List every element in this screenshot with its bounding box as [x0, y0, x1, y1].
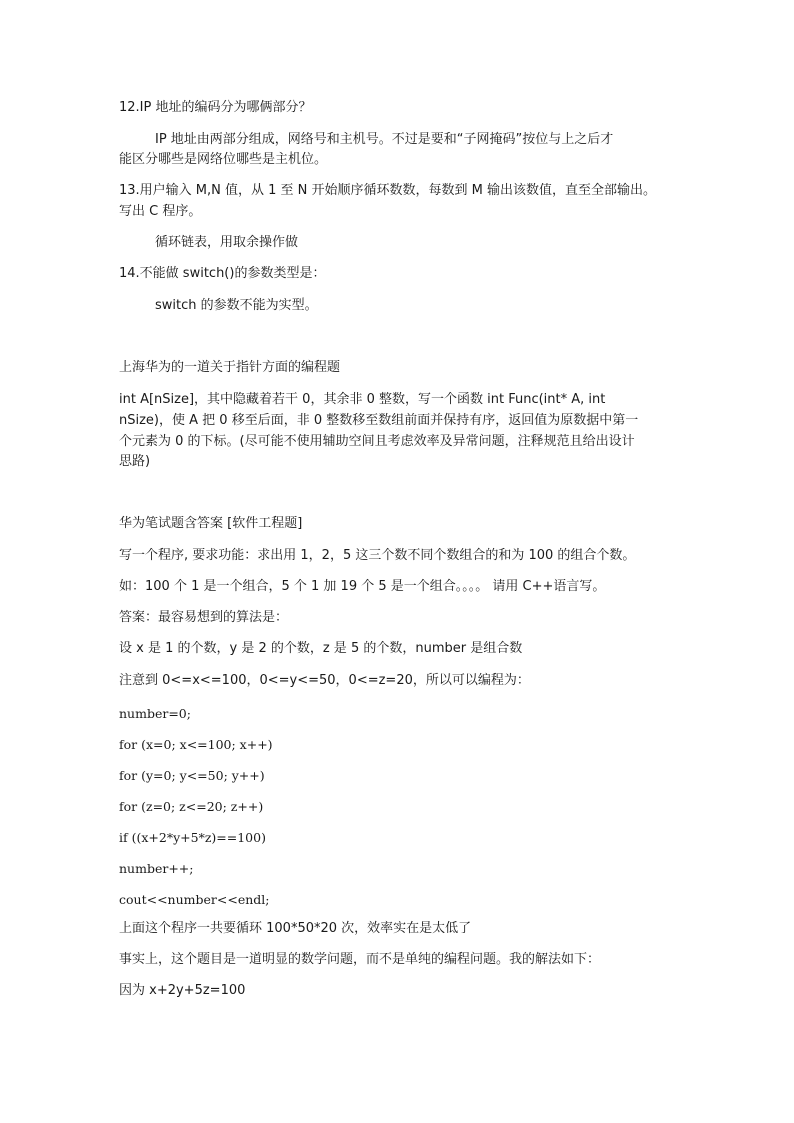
combo-question-line-1: 写一个程序, 要求功能：求出用 1，2，5 这三个数不同个数组合的和为 100 的组合个数。 [119, 548, 636, 563]
equation-line: 因为 x+2y+5z=100 [119, 983, 246, 998]
code-line: number=0; [119, 706, 191, 721]
efficiency-note: 上面这个程序一共要循环 100*50*20 次，效率实在是太低了 [119, 921, 472, 936]
q14-title: 14.不能做 switch()的参数类型是： [119, 266, 326, 281]
combo-answer-intro: 答案：最容易想到的算法是： [119, 610, 289, 625]
code-line: for (z=0; z<=20; z++) [119, 799, 264, 814]
combo-question-heading: 华为笔试题含答案 [软件工程题] [119, 516, 303, 531]
q12-title: 12.IP 地址的编码分为哪俩部分？ [119, 100, 312, 115]
pointer-question-line-1: int A[nSize]，其中隐藏着若干 0，其余非 0 整数，写一个函数 int Func(int* A, int [119, 392, 606, 407]
q12-answer-line-2: 能区分哪些是网络位哪些是主机位。 [119, 152, 328, 167]
code-line: if ((x+2*y+5*z)==100) [119, 830, 266, 845]
code-line: for (x=0; x<=100; x++) [119, 737, 273, 752]
pointer-question-line-2: nSize)，使 A 把 0 移至后面，非 0 整数移至数组前面并保持有序，返回值为原数据中第一 [119, 413, 639, 428]
math-note: 事实上，这个题目是一道明显的数学问题，而不是单纯的编程问题。我的解法如下： [119, 952, 601, 967]
pointer-question-line-4: 思路) [119, 454, 151, 469]
q13-answer: 循环链表，用取余操作做 [155, 235, 299, 250]
code-line: number++; [119, 861, 194, 876]
code-line: cout<<number<<endl; [119, 892, 270, 907]
q13-title-line-1: 13.用户输入 M,N 值，从 1 至 N 开始顺序循环数数，每数到 M 输出该数值，直至全部输出。 [119, 183, 657, 198]
q14-answer: switch 的参数不能为实型。 [155, 298, 318, 313]
pointer-question-heading: 上海华为的一道关于指针方面的编程题 [119, 360, 341, 375]
q13-title-line-2: 写出 C 程序。 [119, 204, 202, 219]
code-line: for (y=0; y<=50; y++) [119, 768, 265, 783]
pointer-question-line-3: 个元素为 0 的下标。(尽可能不使用辅助空间且考虑效率及异常问题，注释规范且给出设计 [119, 434, 635, 449]
combo-question-line-2: 如：100 个 1 是一个组合，5 个 1 加 19 个 5 是一个组合。。。。 请用 C++语言写。 [119, 579, 606, 594]
q12-answer-line-1: IP 地址由两部分组成，网络号和主机号。不过是要和“子网掩码”按位与上之后才 [155, 132, 614, 147]
combo-bounds: 注意到 0<=x<=100，0<=y<=50，0<=z=20，所以可以编程为： [119, 673, 530, 688]
combo-variables: 设 x 是 1 的个数，y 是 2 的个数，z 是 5 的个数，number 是组合数 [119, 641, 523, 656]
